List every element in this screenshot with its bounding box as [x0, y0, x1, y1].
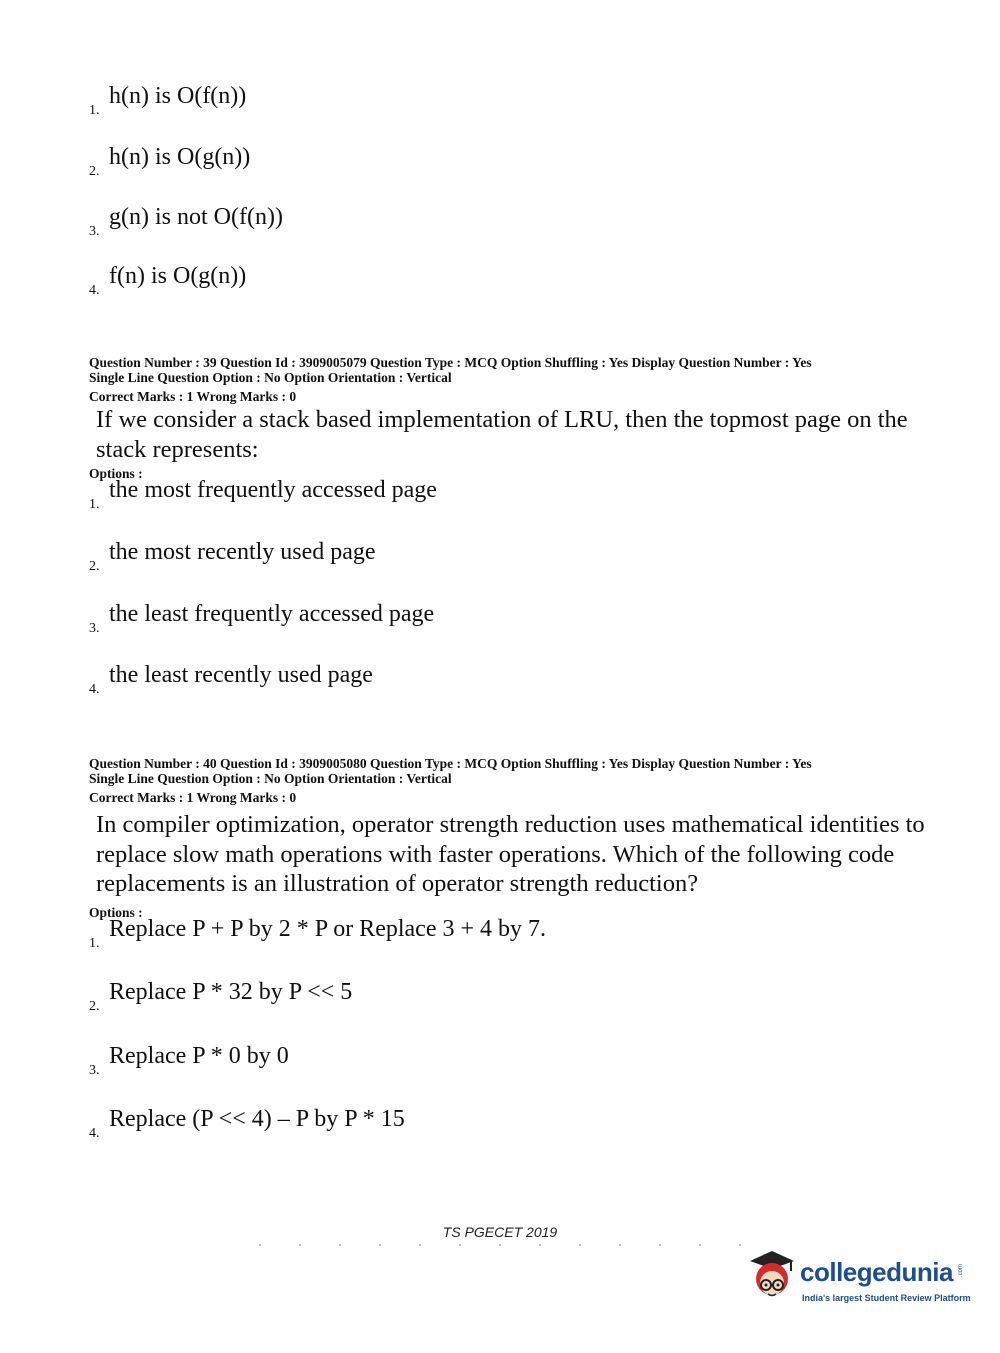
question-40-text: In compiler optimization, operator strength reduction uses mathematical identities to replace slow math operations with faster operations. Which of the following code replacements is an illustration of operator strength reduction? [96, 811, 925, 897]
meta-line-1: Question Number : 40 Question Id : 3909005080 Question Type : MCQ Option Shuffling : Yes Display Question Number : Yes [89, 756, 812, 771]
q40-option-2 [89, 979, 353, 1014]
footer-divider [240, 1244, 760, 1246]
option-number: 4. [89, 283, 100, 298]
q40-option-3 [89, 1043, 289, 1078]
mascot-icon [742, 1247, 802, 1309]
logo-com: .com [958, 1264, 964, 1278]
question-39-meta [89, 355, 812, 385]
option-number: 1. [89, 936, 100, 951]
question-39-text: If we consider a stack based implementation of LRU, then the topmost page on the stack represents: [96, 406, 908, 463]
option-text: Replace P * 32 by P << 5 [109, 979, 353, 1005]
collegedunia-logo [742, 1247, 971, 1309]
option-number: 1. [89, 103, 100, 118]
option-text: the most frequently accessed page [109, 477, 437, 503]
option-number: 2. [89, 164, 100, 179]
question-40-meta [89, 756, 812, 786]
q40-option-1 [89, 916, 547, 951]
logo-brand: collegedunia [800, 1257, 953, 1287]
option-text: the least frequently accessed page [109, 601, 435, 627]
prev-option-1 [89, 83, 247, 118]
q39-option-4 [89, 662, 373, 697]
meta-line-1: Question Number : 39 Question Id : 3909005079 Question Type : MCQ Option Shuffling : Yes Display Question Number : Yes [89, 355, 812, 370]
option-text: g(n) is not O(f(n)) [109, 204, 283, 230]
option-text: f(n) is O(g(n)) [109, 263, 247, 289]
q39-option-3 [89, 601, 435, 636]
option-text: h(n) is O(f(n)) [109, 83, 247, 109]
option-number: 3. [89, 224, 100, 239]
question-40-marks: Correct Marks : 1 Wrong Marks : 0 [89, 790, 297, 805]
prev-option-2 [89, 144, 251, 179]
option-text: h(n) is O(g(n)) [109, 144, 251, 170]
meta-line-2: Single Line Question Option : No Option Orientation : Vertical [89, 370, 452, 385]
option-text: Replace P * 0 by 0 [109, 1043, 289, 1069]
logo-tagline: India's largest Student Review Platform [802, 1293, 971, 1303]
q40-option-4 [89, 1106, 405, 1141]
option-text: Replace P + P by 2 * P or Replace 3 + 4 by 7. [109, 916, 547, 942]
option-number: 2. [89, 559, 100, 574]
option-text: Replace (P << 4) – P by P * 15 [109, 1106, 405, 1132]
question-39-options-label: Options : [89, 466, 143, 481]
option-number: 1. [89, 497, 100, 512]
option-number: 4. [89, 682, 100, 697]
q39-option-2 [89, 539, 376, 574]
option-number: 4. [89, 1126, 100, 1141]
meta-line-2: Single Line Question Option : No Option Orientation : Vertical [89, 771, 452, 786]
question-39-marks: Correct Marks : 1 Wrong Marks : 0 [89, 389, 297, 404]
footer-exam-title: TS PGECET 2019 [442, 1224, 558, 1240]
option-text: the most recently used page [109, 539, 376, 565]
q39-option-1 [89, 477, 437, 512]
option-number: 3. [89, 621, 100, 636]
option-number: 3. [89, 1063, 100, 1078]
option-text: the least recently used page [109, 662, 373, 688]
question-40-options-label: Options : [89, 905, 143, 920]
prev-option-3 [89, 204, 283, 239]
option-number: 2. [89, 999, 100, 1014]
prev-option-4 [89, 263, 247, 298]
